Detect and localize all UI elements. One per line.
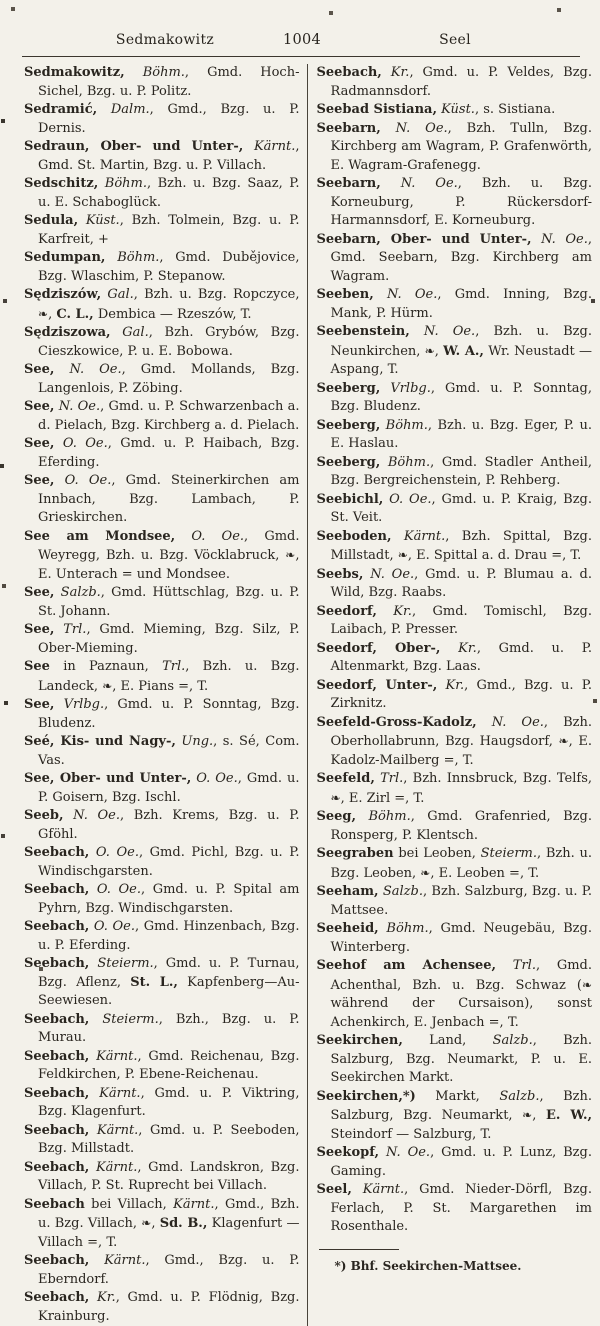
page-number: 1004 [282,32,322,48]
entry-bold-text: E. W., [545,1108,593,1123]
entry-bold-text: Sedschitz, [24,176,99,191]
entry-text: Land, [402,1033,493,1048]
gazetteer-entry [24,1252,300,1289]
entry-bold-text: Seedorf, Ober-, [316,640,441,656]
entry-bold-text: Seebarn, [316,120,381,136]
gazetteer-entry [24,286,300,324]
entry-text: , Gmd. u. P. Blumau a. d. Wild, Bzg. Raabs. [330,566,592,600]
entry-bold-text: Seeheid, [316,921,379,936]
entry-text: , Gmd. Tomischl, Bzg. Laibach, P. Presser. [330,603,593,637]
crownland-abbr: Kärnt. [243,139,296,154]
crownland-abbr: O. Oe. [175,528,245,544]
entry-text: , Gmd. u. P. Spital am Pyhrn, Bzg. Windischgarsten. [38,882,300,916]
entry-text: Klagenfurt — Villach =, T. [38,1216,300,1250]
gazetteer-entry [317,417,593,454]
crownland-abbr: Salzb. [499,1088,540,1104]
entry-text: , Bzh. Salzburg, Bzg. u. P. Mattsee. [330,884,592,918]
entry-bold-text: See, Ober- und Unter-, [24,771,192,786]
entry-text: , Gmd. St. Martin, Bzg. u. P. Villach. [38,139,300,173]
crownland-abbr: Ung. [175,734,214,749]
entry-text: , Gmd. Mieming, Bzg. Silz, P. Ober-Mieming. [38,622,300,656]
entry-text: , Gmd. u. P. Turnau, Bzg. Aflenz, [38,956,300,990]
crownland-abbr: Kärnt. [89,1253,146,1268]
entry-text: , Gmd. Achenthal, Bzh. u. Bzg. Schwaz ( [330,958,592,993]
entry-bold-text: Seebichl, [316,491,384,507]
entry-bold-text: Seefeld-Gross-Kadolz, [316,714,477,730]
entry-text: Kapfenberg—Au-Seewiesen. [38,974,300,1008]
post-horn-icon: ❧ [38,306,49,321]
entry-bold-text: W. A., [443,343,484,359]
entry-bold-text: Seé, Kis- und Nagy-, [24,734,176,749]
post-horn-icon: ❧ [522,1108,533,1122]
entry-text: , Bzh. u. Bzg. Landeck, [38,659,300,694]
left-column [24,64,307,1326]
entry-bold-text: St. L., [130,974,178,990]
entry-bold-text: Seebarn, Ober- und Unter-, [316,231,532,247]
entry-bold-text: Seebach, [24,956,90,971]
gazetteer-entry [317,845,593,883]
crownland-abbr: O. Oe. [383,491,432,507]
crownland-abbr: Kärnt. [351,1182,405,1197]
entry-bold-text: Seebach, [24,1159,90,1175]
entry-text: , Gmd., Bzg. u. P. Zirknitz. [330,677,593,711]
gazetteer-entry [24,472,300,528]
entry-text: Dembica — Rzeszów, T. [93,306,252,322]
entry-bold-text: Seeg, [316,809,357,824]
entry-bold-text: Seeham, [316,884,379,899]
crownland-abbr: O. Oe. [89,845,139,860]
entry-text: , Gmd. u. P. Seeboden, Bzg. Millstadt. [38,1122,300,1156]
entry-bold-text: Seeberg, [316,380,381,396]
entry-bold-text: Seebach, [24,919,90,934]
gazetteer-entry [317,1088,593,1145]
post-horn-icon: ❧ [330,790,341,805]
two-column-body [0,58,600,1326]
entry-text: Steindorf — Salzburg, T. [330,1126,492,1142]
entry-bold-text: Seegraben [316,846,394,861]
entry-text: , Gmd. Dubějovice, Bzg. Wlaschim, P. Stepanow. [38,250,300,284]
entry-bold-text: Sedramić, [24,102,98,117]
entry-bold-text: Seebach, [24,1011,90,1027]
entry-bold-text: Seekirchen, [316,1033,403,1048]
gazetteer-entry [317,1144,593,1181]
crownland-abbr: Steierm. [475,846,537,861]
entry-text: , E. Zirl =, T. [340,790,425,806]
entry-bold-text: See, [24,473,55,488]
gazetteer-entry [24,844,300,881]
gazetteer-entry [317,491,593,528]
post-horn-icon: ❧ [581,977,592,992]
entry-bold-text: See, [24,697,55,712]
crownland-abbr: N. Oe. [363,566,415,582]
entry-bold-text: Seebach [24,1196,85,1212]
entry-text: während der Cursaison), sonst Achenkirch, E. Jenbach =, T. [330,996,592,1030]
entry-text: , Bzh. Oberhollabrunn, Bzg. Haugsdorf, [330,714,592,749]
entry-text: bei Leoben, [393,846,476,861]
crownland-abbr: Kr. [89,1290,116,1305]
gazetteer-entry [317,808,593,845]
entry-bold-text: Seebach, [316,65,382,80]
crownland-abbr: Böhm. [380,454,431,470]
gazetteer-entry [24,807,300,844]
gazetteer-entry [317,1032,593,1088]
crownland-abbr: Kärnt. [89,1048,138,1064]
crownland-abbr: Steierm. [89,1011,159,1027]
gazetteer-entry [24,1196,300,1253]
post-horn-icon: ❧ [558,734,569,748]
entry-bold-text: Seebach, [24,1048,90,1064]
entry-bold-text: Seeben, [316,287,374,302]
entry-text: , Gmd. Hüttschlag, Bzg. u. P. St. Johann. [38,585,300,619]
crownland-abbr: Kr. [381,65,410,80]
entry-bold-text: Sedula, [24,213,79,228]
page-header [0,0,600,58]
crownland-abbr: O. Oe. [54,436,108,451]
entry-bold-text: Seedorf, [316,603,377,619]
gazetteer-entry [24,1122,300,1159]
entry-bold-text: Sędziszowa, [24,325,111,340]
entry-bold-text: Seebach, [24,1122,90,1138]
crownland-abbr: N. Oe. [531,231,588,247]
entry-bold-text: C. L., [56,306,94,322]
crownland-abbr: Salzb. [54,585,101,600]
entry-bold-text: Sedumpan, [24,250,106,265]
entry-bold-text: See, [24,622,55,637]
header-rule [22,56,580,57]
gazetteer-entry [24,249,300,286]
gazetteer-entry [317,231,593,287]
entry-text: , Bzh. Spittal, Bzg. Millstadt, [330,528,592,563]
gazetteer-entry [24,212,300,249]
crownland-abbr: Böhm. [98,176,147,191]
entry-text: Wr. Neustadt — Aspang, T. [330,343,593,377]
entry-bold-text: Seebenstein, [316,324,410,339]
gazetteer-entry [24,696,300,733]
entry-bold-text: Seeb, [24,808,64,823]
gazetteer-entry [24,175,300,212]
entry-bold-text: Seebarn, [316,176,381,191]
gazetteer-entry [317,1181,593,1237]
crownland-abbr: Gal. [101,287,134,302]
crownland-abbr: Salzb. [492,1033,533,1048]
entry-text: , E. Kadolz-Mailberg =, T. [330,734,592,768]
gazetteer-entry [24,658,300,696]
entry-text: , Gmd. u. P. Haibach, Bzg. Eferding. [38,436,300,470]
crownland-abbr: Küst. [78,213,120,228]
entry-text: , [151,1216,160,1231]
crownland-abbr: N. Oe. [409,324,476,339]
entry-text: , Gmd., Bzh. u. Bzg. Villach, [38,1196,300,1231]
entry-bold-text: Seebach, [24,1253,90,1268]
entry-bold-text: See [24,659,50,674]
gazetteer-entry [24,1048,300,1085]
gazetteer-entry [24,528,300,585]
entry-text: , Gmd. u. P. Lunz, Bzg. Gaming. [330,1145,592,1179]
entry-text: , Bzh. Krems, Bzg. u. P. Gföhl. [38,808,300,842]
entry-text: , Bzh. u. Bzg. Ropczyce, [133,287,300,302]
gazetteer-entry [317,603,593,640]
crownland-abbr: Kärnt. [89,1122,139,1138]
gazetteer-entry [317,101,593,120]
entry-bold-text: Sędziszów, [24,287,102,302]
entry-text: , E. Spittal a. d. Drau =, T. [407,548,582,563]
crownland-abbr: Kr. [440,640,477,656]
gazetteer-entry [24,101,300,138]
gazetteer-entry [317,640,593,677]
gazetteer-entry [24,1289,300,1326]
entry-bold-text: Seeberg, [316,454,381,470]
crownland-abbr: N. Oe. [63,808,120,823]
right-column [307,64,593,1326]
entry-bold-text: Seefeld, [316,771,375,786]
gazetteer-entry [317,920,593,957]
running-title-left: Sedmakowitz [115,32,215,48]
gazetteer-entry [24,1085,300,1122]
entry-text: , [48,306,57,322]
entry-text: , s. Sistiana. [474,102,556,117]
crownland-abbr: Trl. [54,622,87,637]
crownland-abbr: Dalm. [97,102,150,117]
post-horn-icon: ❧ [424,343,435,358]
gazetteer-entry [317,64,593,101]
gazetteer-entry [24,138,300,175]
crownland-abbr: O. Oe. [191,771,238,786]
entry-bold-text: Sedraun, Ober- und Unter-, [24,139,244,154]
entry-text: , Gmd. Inning, Bzg. Mank, P. Hürm. [330,287,592,321]
entry-text: , s. Sé, Com. Vas. [38,734,300,768]
crownland-abbr: Steierm. [89,956,154,971]
entry-text: , Gmd. u. P. Goisern, Bzg. Ischl. [38,771,300,805]
crownland-abbr: N. Oe. [476,714,544,730]
entry-bold-text: Seebach, [24,845,90,860]
gazetteer-entry [317,120,593,176]
entry-bold-text: Seekopf, [316,1145,380,1160]
gazetteer-entry [317,566,593,603]
entry-text: in Paznaun, [49,659,149,674]
gazetteer-entry [24,324,300,361]
gazetteer-entry [24,881,300,918]
crownland-abbr: N. Oe. [379,1145,431,1160]
entry-text: , Gmd. Seebarn, Bzg. Kirchberg am Wagram. [330,231,592,284]
crownland-abbr: Böhm. [356,809,411,824]
entry-text: , Gmd. u. P. Veldes, Bzg. Radmannsdorf. [330,65,592,99]
footnote-divider [319,1249,399,1250]
post-horn-icon: ❧ [397,548,408,562]
crownland-abbr: Kärnt. [166,1196,215,1212]
entry-bold-text: Seeberg, [316,417,381,433]
post-horn-icon: ❧ [285,548,296,562]
gazetteer-entry [317,770,593,808]
entry-text: , Gmd. u. P. Altenmarkt, Bzg. Laas. [330,640,593,674]
gazetteer-entry [24,64,300,101]
crownland-abbr: O. Oe. [54,473,112,488]
gazetteer-entry [24,584,300,621]
entry-text: , E. Unterach = und Mondsee. [38,548,300,582]
entry-bold-text: Seeboden, [316,528,392,544]
gazetteer-entry [24,361,300,398]
gazetteer-entry [24,955,300,1011]
entry-text: , Bzh. u. Bzg. Neunkirchen, [330,324,592,359]
gazetteer-entry [317,677,593,714]
entry-text: , Gmd. Weyregg, Bzh. u. Bzg. Vöcklabruck, [38,528,300,563]
gazetteer-entry [24,918,300,955]
entry-text: , Bzh. Salzburg, Bzg. Neumarkt, P. u. E. Seekirchen Markt. [330,1033,592,1085]
entry-bold-text: Seebach, [24,1290,90,1305]
entry-bold-text: See, [24,362,55,377]
footnote-text: *) Bhf. Seekirchen-Mattsee. [334,1258,522,1273]
crownland-abbr: N. Oe. [380,176,458,191]
entry-bold-text: Seebs, [316,566,364,582]
entry-text: , Gmd. Stadler Antheil, Bzg. Bergreichenstein, P. Rehberg. [330,454,592,488]
entry-text: , Gmd. u. P. Flödnig, Bzg. Krainburg. [38,1290,300,1324]
entry-text: , Bzh. Salzburg, Bzg. Neumarkt, [330,1088,592,1123]
gazetteer-entry [24,398,300,435]
entry-text: , Gmd. u. P. Kraig, Bzg. St. Veit. [330,491,593,525]
crownland-abbr: Trl. [374,771,404,786]
crownland-abbr: Küst. [436,102,475,117]
entry-bold-text: Seebach, [24,1085,90,1101]
entry-text: , [532,1108,546,1123]
entry-text: , Gmd. Reichenau, Bzg. Feldkirchen, P. Ebene-Reichenau. [38,1048,300,1082]
entry-text: , Gmd. Landskron, Bzg. Villach, P. St. Ruprecht bei Villach. [38,1159,300,1193]
entry-bold-text: See, [24,585,55,600]
entry-bold-text: Seekirchen,*) [316,1088,416,1104]
crownland-abbr: Kärnt. [89,1085,141,1101]
entry-text: , Gmd. u. P. Viktring, Bzg. Klagenfurt. [38,1085,300,1119]
crownland-abbr: Böhm. [378,921,429,936]
gazetteer-entry [317,714,593,771]
crownland-abbr: Kärnt. [89,1159,138,1175]
running-title-right: Seel [439,32,471,48]
entry-text: , Gmd. Hinzenbach, Bzg. u. P. Eferding. [38,919,300,953]
gazetteer-entry [24,770,300,807]
gazetteer-entry [317,286,593,323]
crownland-abbr: Kr. [437,677,465,693]
entry-text: , Gmd. Nieder-Dörfl, Bzg. Ferlach, P. St. Margarethen im Rosenthale. [330,1182,592,1234]
entry-text: , Gmd. Neugebäu, Bzg. Winterberg. [330,921,592,955]
crownland-abbr: Vrlbg. [54,697,105,712]
entry-text: , Gmd. u. P. Schwarzenbach a. d. Pielach, Bzg. Kirchberg a. d. Pielach. [38,399,300,433]
entry-bold-text: Seebach, [24,882,90,897]
crownland-abbr: Kr. [376,603,412,619]
gazetteer-entry [317,957,593,1032]
gazetteer-entry [317,380,593,417]
entry-text: , Bzh. u. Bzg. Saaz, P. u. E. Schaboglück. [38,176,300,210]
crownland-abbr: N. Oe. [54,399,101,414]
gazetteer-entry [24,733,300,770]
gazetteer-entry [317,883,593,920]
crownland-abbr: N. Oe. [54,362,122,377]
entry-bold-text: See, [24,399,55,414]
entry-text: , Gmd. u. P. Sonntag, Bzg. Bludenz. [38,697,300,731]
gazetteer-entry [317,528,593,566]
crownland-abbr: Kärnt. [391,528,446,544]
gazetteer-entry [317,175,593,231]
entry-bold-text: Seedorf, Unter-, [316,677,438,693]
entry-text: , Gmd. Steinerkirchen am Innbach, Bzg. Lambach, P. Grieskirchen. [38,473,300,525]
entry-text: , Bzh. u. Bzg. Leoben, [330,846,592,881]
entry-text: , Gmd., Bzg. u. P. Dernis. [38,102,300,136]
entry-text: , Gmd. Mollands, Bzg. Langenlois, P. Zöbing. [38,362,300,396]
entry-bold-text: Seehof am Achensee, [316,958,497,973]
gazetteer-entry [24,621,300,658]
entry-text: , Bzh. Grybów, Bzg. Cieszkowice, P. u. E. Bobowa. [38,325,300,359]
gazetteer-entry [24,1011,300,1048]
entry-bold-text: Sd. B., [159,1216,208,1231]
entry-text: , Bzh. Tolmein, Bzg. u. P. Karfreit, + [38,213,300,247]
entry-text: , Gmd. Hoch-Sichel, Bzg. u. P. Politz. [38,65,300,99]
entry-bold-text: Seebad Sistiana, [316,102,437,117]
entry-text: , Bzh., Bzg. u. P. Murau. [38,1011,300,1045]
entry-text: , Bzh. u. Bzg. Korneuburg, P. Rückersdorf-Harmannsdorf, E. Korneuburg. [330,176,592,228]
crownland-abbr: Vrlbg. [380,380,431,396]
footnote [317,1249,593,1276]
gazetteer-entry [24,1159,300,1196]
entry-bold-text: See am Mondsee, [24,528,176,544]
crownland-abbr: Böhm. [105,250,160,265]
entry-text: , Gmd. Grafenried, Bzg. Ronsperg, P. Klentsch. [330,809,592,843]
crownland-abbr: Salzb. [378,884,423,899]
entry-text: , Bzh. Tulln, Bzg. Kirchberg am Wagram, P. Grafenwörth, E. Wagram-Grafenegg. [330,120,592,173]
entry-text: , Bzh. u. Bzg. Eger, P. u. E. Haslau. [330,417,592,451]
crownland-abbr: Trl. [496,958,536,973]
entry-text: bei Villach, [84,1196,167,1212]
crownland-abbr: O. Oe. [89,882,141,897]
crownland-abbr: O. Oe. [89,919,135,934]
entry-bold-text: Seel, [316,1182,352,1197]
crownland-abbr: N. Oe. [380,120,448,136]
post-horn-icon: ❧ [141,1216,152,1230]
entry-bold-text: Sedmakowitz, [24,65,125,80]
gazetteer-entry [24,435,300,472]
entry-text: , Gmd. Pichl, Bzg. u. P. Windischgarsten. [38,845,300,879]
entry-text: , E. Pians =, T. [112,678,209,694]
entry-text: , [434,343,444,359]
post-horn-icon: ❧ [420,865,431,880]
crownland-abbr: Gal. [110,325,149,340]
entry-bold-text: See, [24,436,55,451]
post-horn-icon: ❧ [102,678,113,693]
gazetteer-entry [317,454,593,491]
entry-text: , Gmd. u. P. Sonntag, Bzg. Bludenz. [330,380,593,414]
entry-text: , Bzh. Innsbruck, Bzg. Telfs, [403,771,592,786]
gazetteer-entry [317,323,593,380]
crownland-abbr: N. Oe. [373,287,438,302]
entry-text: , Gmd., Bzg. u. P. Eberndorf. [38,1253,300,1287]
crownland-abbr: Böhm. [124,65,185,80]
crownland-abbr: Böhm. [380,417,428,433]
entry-text: Markt, [415,1088,500,1104]
crownland-abbr: Trl. [148,659,186,674]
entry-text: , E. Leoben =, T. [430,865,540,881]
